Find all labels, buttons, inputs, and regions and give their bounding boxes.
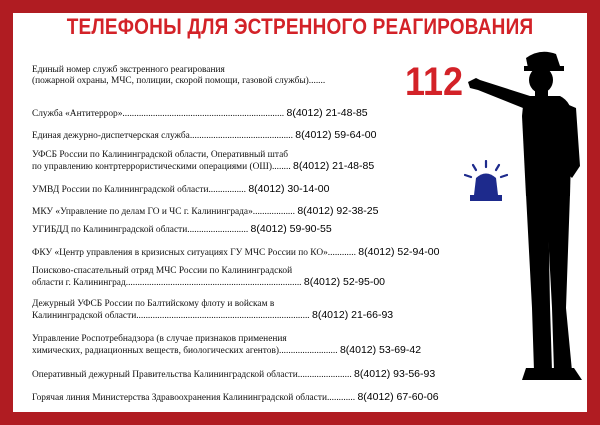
phone-number: 8(4012) 52-94-00: [358, 246, 440, 258]
service-name: Калининградской области..........................................................................: [32, 311, 310, 321]
list-item: [32, 224, 332, 236]
page-title: ТЕЛЕФОНЫ ДЛЯ ЭСТРЕННОГО РЕАГИРОВАНИЯ: [66, 15, 534, 40]
phone-number: 8(4012) 21-48-85: [293, 160, 375, 172]
police-officer-silhouette-icon: [468, 46, 588, 386]
list-item: [32, 392, 439, 404]
emergency-line-2: (пожарной охраны, МЧС, полиции, скорой помощи, газовой службы).......: [32, 76, 326, 86]
list-item: [32, 334, 421, 357]
service-name: Оперативный дежурный Правительства Калининградской области.......................: [32, 370, 352, 380]
list-item: [32, 247, 439, 259]
list-item: [32, 150, 374, 173]
list-item: [32, 108, 368, 120]
service-name: Управление Роспотребнадзора (в случае признаков применения: [32, 334, 287, 344]
emergency-number: 112: [405, 58, 464, 104]
service-name: Дежурный УФСБ России по Балтийскому флоту и войскам в: [32, 299, 275, 309]
list-item: [32, 130, 376, 142]
service-name: ФКУ «Центр управления в кризисных ситуациях ГУ МЧС России по КО»............: [32, 248, 356, 258]
service-name: МКУ «Управление по делам ГО и ЧС г. Калининграда»..................: [32, 207, 295, 217]
service-name: области г. Калининград...........................................................................: [32, 278, 302, 288]
service-name: Служба «Антитеррор».....................................................................: [32, 109, 285, 119]
emergency-line-1: Единый номер служб экстренного реагирования: [32, 65, 225, 75]
list-item: [32, 184, 329, 196]
service-name: химических, радиационных веществ, биологических агентов).........................: [32, 346, 338, 356]
phone-number: 8(4012) 21-66-93: [312, 309, 394, 321]
service-name: УФСБ России по Калининградской области, Оперативный штаб: [32, 150, 289, 160]
phone-number: 8(4012) 52-95-00: [303, 276, 386, 288]
service-name: УМВД России по Калининградской области................: [32, 185, 246, 195]
list-item: [32, 299, 393, 322]
list-item: [32, 266, 385, 289]
service-name: по управлению контртеррористическими операциями (ОШ)........: [32, 162, 291, 172]
service-name: УГИБДД по Калининградской области..........................: [32, 225, 249, 235]
phone-number: 8(4012) 30-14-00: [248, 183, 330, 195]
phone-number: 8(4012) 92-38-25: [297, 205, 379, 217]
phone-number: 8(4012) 59-90-55: [250, 223, 332, 235]
list-item: [32, 369, 435, 381]
phone-number: 8(4012) 67-60-06: [357, 391, 439, 403]
service-name: Единая дежурно-диспетчерская служба............................................: [32, 131, 293, 141]
service-name: Поисково-спасательный отряд МЧС России по Калининградской: [32, 266, 293, 276]
list-item: [32, 206, 378, 218]
service-name: Горячая линия Министерства Здравоохранения Калининградской области............: [32, 393, 356, 403]
emergency-entry: [32, 65, 325, 87]
phone-number: 8(4012) 21-48-85: [286, 107, 368, 119]
phone-number: 8(4012) 53-69-42: [339, 344, 422, 356]
phone-number: 8(4012) 93-56-93: [354, 368, 436, 380]
phone-number: 8(4012) 59-64-00: [295, 129, 377, 141]
